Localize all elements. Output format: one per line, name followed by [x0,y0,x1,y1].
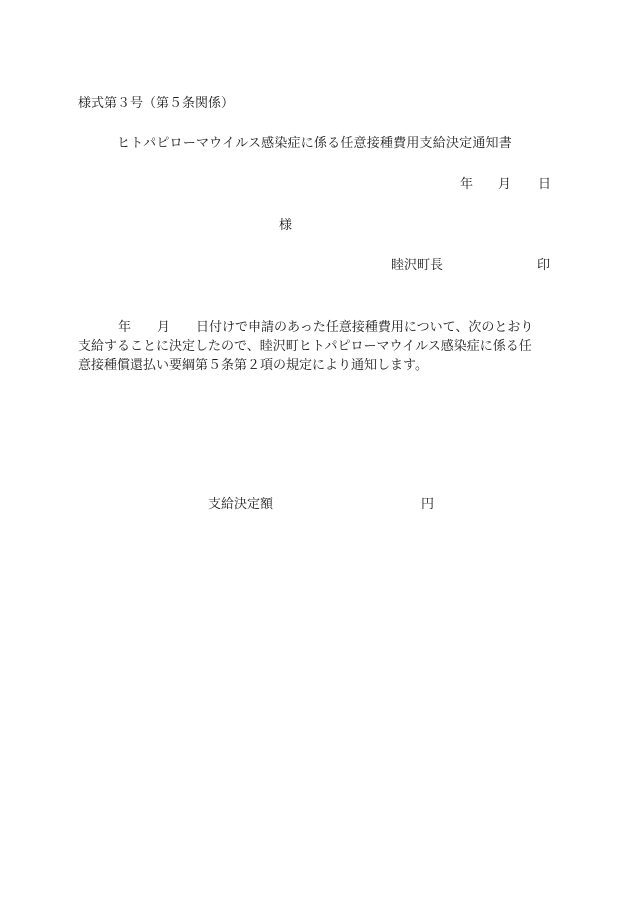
date-month-label: 月 [498,177,512,192]
notice-body [78,318,553,375]
document-title: ヒトパピローマウイルス感染症に係る任意接種費用支給決定通知書 [117,136,512,151]
body-line-2: 支給することに決定したので、睦沢町ヒトパピローマウイルス感染症に係る任 [78,339,532,354]
body-line-1 [78,318,553,337]
seal-mark: 印 [537,258,551,273]
amount-unit: 円 [421,497,435,512]
body-line-3: 意接種償還払い要綱第５条第２項の規定により通知します。 [78,358,428,373]
date-day-label: 日 [538,177,552,192]
form-number: 様式第３号（第５条関係） [78,96,235,111]
body-month-label: 月 [157,320,171,335]
issuer-name: 睦沢町長 [391,258,444,273]
issue-date [450,178,550,192]
addressee-suffix: 様 [279,218,293,233]
body-line-1-text: 日付けで申請のあった任意接種費用について、次のとおり [196,320,534,335]
date-year-label: 年 [460,177,474,192]
amount-label: 支給決定額 [208,497,274,512]
body-year-label: 年 [118,320,132,335]
